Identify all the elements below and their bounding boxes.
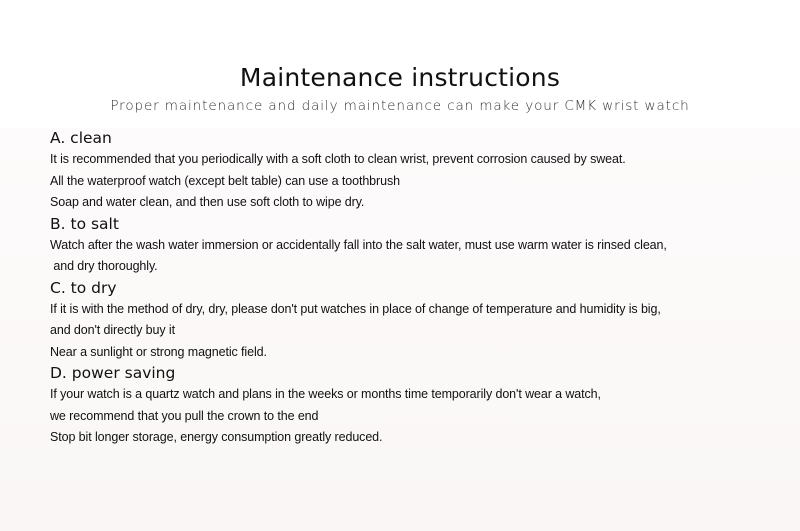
section-clean [50,128,790,214]
instruction-line: Watch after the wash water immersion or accidentally fall into the salt water, must use warm water is rinsed clean, [50,237,667,252]
instructions-content [50,128,790,449]
section-to-dry [50,278,790,364]
section-heading: A. clean [50,129,112,147]
page-title: Maintenance instructions [239,63,561,92]
page-subtitle: Proper maintenance and daily maintenance can make your CMK wrist watch [110,98,690,114]
instruction-line: we recommend that you pull the crown to the end [50,408,319,423]
instruction-line: If your watch is a quartz watch and plans in the weeks or months time temporarily don't wear a watch, [50,387,601,401]
page-header [0,60,800,115]
section-heading: D. power saving [50,364,176,382]
section-heading: B. to salt [50,214,119,233]
section-to-salt [50,214,790,278]
instruction-line: Soap and water clean, and then use soft cloth to wipe dry. [50,195,365,209]
instruction-line: and dry thoroughly. [50,259,158,273]
instruction-line: All the waterproof watch (except belt table) can use a toothbrush [50,173,400,188]
instruction-line: It is recommended that you periodically with a soft cloth to clean wrist, prevent corrosion caused by sweat. [50,152,626,166]
instruction-line: and don't directly buy it [50,323,175,337]
instruction-line: Near a sunlight or strong magnetic field. [50,344,267,359]
section-power-saving [50,363,790,449]
section-heading: C. to dry [50,278,117,297]
instruction-line: Stop bit longer storage, energy consumption greatly reduced. [50,430,383,444]
instruction-line: If it is with the method of dry, dry, please don't put watches in place of change of temperature and humidity is big, [50,301,661,316]
